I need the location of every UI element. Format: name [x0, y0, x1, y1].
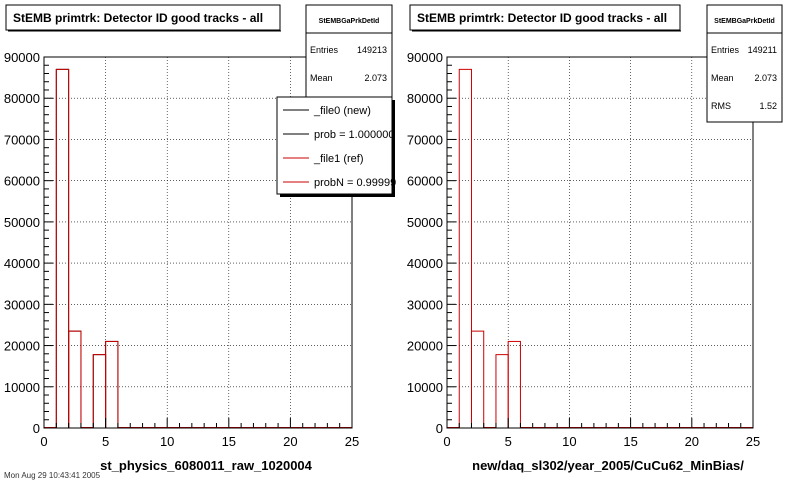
y-tick-label: 10000 — [3, 379, 40, 395]
histogram-bin — [106, 341, 118, 428]
stats-name: StEMBGaPrkDetId — [714, 18, 775, 25]
y-tick-label: 40000 — [406, 256, 443, 272]
y-tick-label: 20000 — [3, 338, 40, 354]
legend-label: _file1 (ref) — [314, 153, 364, 165]
stats-label: Mean — [711, 73, 734, 83]
x-tick-label: 15 — [221, 434, 237, 449]
y-tick-label: 10000 — [406, 379, 443, 395]
x-tick-label: 20 — [684, 434, 700, 449]
y-tick-label: 70000 — [406, 132, 443, 148]
chart-title: StEMB primtrk: Detector ID good tracks - all — [13, 11, 264, 25]
histogram-bin — [93, 355, 105, 428]
stats-value: 149211 — [747, 45, 777, 55]
x-tick-label: 5 — [101, 434, 110, 449]
x-tick-label: 15 — [623, 434, 638, 449]
y-tick-label: 30000 — [406, 297, 443, 313]
y-tick-label: 80000 — [3, 91, 40, 107]
legend-label: probN = 0.99999 — [314, 177, 397, 189]
stats-value: 2.073 — [754, 73, 777, 83]
stats-label: Entries — [310, 45, 339, 55]
y-tick-label: 70000 — [3, 132, 40, 148]
histogram-bin — [496, 355, 508, 428]
stats-value: 149213 — [356, 45, 387, 55]
stats-label: Entries — [711, 45, 740, 55]
stats-value: 2.073 — [364, 73, 387, 83]
x-tick-label: 25 — [344, 434, 360, 449]
y-tick-label: 90000 — [406, 50, 443, 65]
y-tick-label: 60000 — [3, 173, 40, 189]
stats-value: 1.52 — [759, 101, 777, 111]
y-tick-label: 20000 — [406, 338, 443, 354]
stats-label: RMS — [711, 101, 731, 111]
series-1 — [447, 69, 753, 428]
y-tick-label: 50000 — [406, 214, 443, 230]
histogram-bin — [459, 69, 471, 428]
x-tick-label: 20 — [283, 434, 298, 449]
histogram-bin — [106, 341, 118, 428]
histogram-bin — [56, 69, 68, 428]
y-tick-label: 90000 — [3, 50, 40, 65]
y-tick-label: 0 — [32, 421, 40, 436]
y-tick-label: 60000 — [406, 173, 443, 189]
x-tick-label: 0 — [443, 434, 451, 449]
x-tick-label: 25 — [745, 434, 761, 449]
histogram-panel-2 — [407, 5, 782, 473]
y-tick-label: 30000 — [3, 297, 40, 313]
x-tick-label: 10 — [159, 434, 175, 449]
histogram-bin — [508, 341, 520, 428]
histogram-panel-1 — [4, 5, 396, 480]
y-tick-label: 80000 — [406, 91, 443, 107]
y-tick-label: 0 — [435, 421, 443, 436]
chart-title: StEMB primtrk: Detector ID good tracks - all — [417, 11, 668, 25]
histogram-bin — [56, 69, 68, 428]
x-tick-label: 5 — [504, 434, 512, 449]
histogram-bin — [93, 355, 105, 428]
x-axis-label: new/daq_sl302/year_2005/CuCu62_MinBias/ — [472, 458, 744, 473]
x-tick-label: 10 — [562, 434, 577, 449]
legend-label: prob = 1.000000 — [314, 129, 395, 141]
x-axis-label: st_physics_6080011_raw_1020004 — [100, 458, 312, 473]
x-tick-label: 0 — [40, 434, 48, 449]
y-tick-label: 40000 — [3, 256, 40, 272]
y-tick-label: 50000 — [3, 214, 40, 230]
stats-label: Mean — [310, 73, 333, 83]
timestamp-footer: Mon Aug 29 10:43:41 2005 — [4, 471, 101, 480]
legend-label: _file0 (new) — [314, 105, 371, 117]
stats-name: StEMBGaPrkDetId — [318, 18, 380, 25]
